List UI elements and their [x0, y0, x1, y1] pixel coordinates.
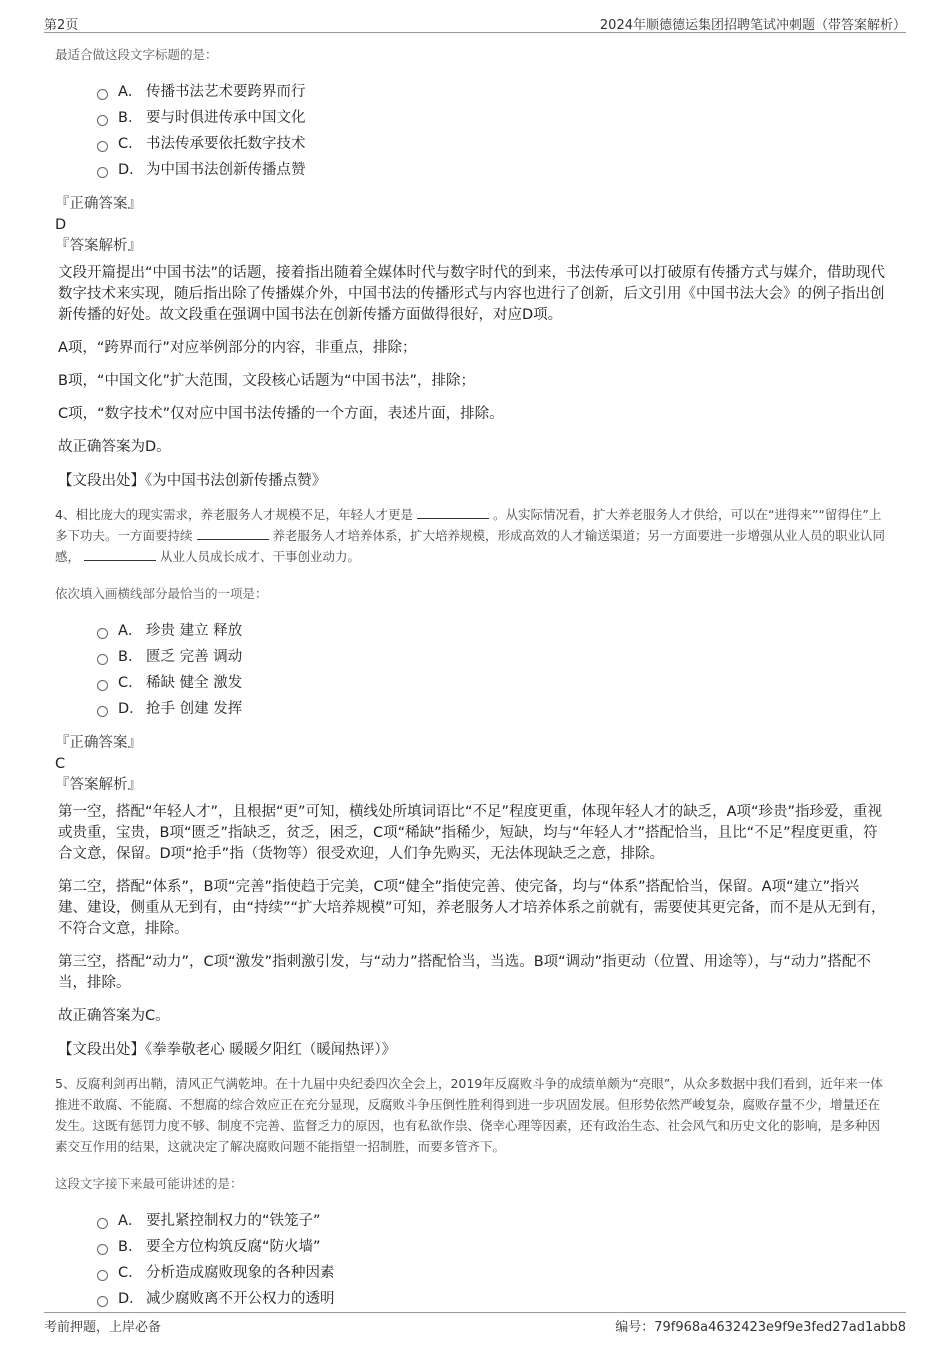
q4-text: [55, 504, 888, 567]
analysis-paragraph: C项，“数字技术”仅对应中国书法传播的一个方面，表述片面，排除。: [58, 406, 504, 422]
q3-analysis: [55, 263, 888, 458]
footer-code-label: 编号：: [615, 1320, 655, 1335]
option-text: 减少腐败离不开公权力的透明: [146, 1291, 335, 1307]
q4-option-b[interactable]: [97, 644, 888, 670]
fill-blank-1: [417, 505, 489, 519]
q3-option-b[interactable]: [97, 105, 888, 131]
footer-slogan: 考前押题，上岸必备: [44, 1320, 162, 1335]
option-letter: C．: [118, 136, 143, 152]
radio-icon[interactable]: [97, 706, 108, 717]
q4-analysis: [55, 802, 888, 1027]
radio-icon[interactable]: [97, 89, 108, 100]
radio-icon[interactable]: [97, 167, 108, 178]
radio-icon[interactable]: [97, 654, 108, 665]
option-letter: A．: [118, 84, 143, 100]
radio-icon[interactable]: [97, 1244, 108, 1255]
page-number: 第2页: [44, 18, 79, 33]
option-text: 要扎紧控制权力的“铁笼子”: [146, 1213, 321, 1229]
q3-prompt: 最适合做这段文字标题的是：: [55, 47, 218, 62]
analysis-paragraph: A项，“跨界而行”对应举例部分的内容，非重点，排除；: [58, 340, 417, 356]
q3-answer-label: 『正确答案』: [55, 196, 142, 212]
document-title: 2024年顺德德运集团招聘笔试冲刺题（带答案解析）: [599, 18, 906, 33]
q4-answer: C: [55, 756, 66, 772]
q4-text-part: 养老服务人才培养体系，扩大培养规模，形成高效的人才输送渠道；另一方面要进一步增强从业人员的职业认同感，: [55, 528, 886, 564]
q4-text-part: 4、相比庞大的现实需求，养老服务人才规模不足，年轻人才更是: [55, 507, 413, 522]
option-letter: A．: [118, 1213, 143, 1229]
option-text: 传播书法艺术要跨界而行: [146, 84, 306, 100]
analysis-paragraph: 第三空，搭配“动力”，C项“激发”指刺激引发，与“动力”搭配恰当，当选。B项“调动”指更动（位置、用途等），与“动力”搭配不当，排除。: [58, 954, 871, 991]
q5-prompt: 这段文字接下来最可能讲述的是：: [55, 1176, 243, 1191]
radio-icon[interactable]: [97, 141, 108, 152]
q3-option-c[interactable]: [97, 131, 888, 157]
option-text: 珍贵 建立 释放: [146, 623, 243, 639]
option-letter: B．: [118, 1239, 143, 1255]
radio-icon[interactable]: [97, 680, 108, 691]
option-text: 要全方位构筑反腐“防火墙”: [146, 1239, 321, 1255]
q5-options: [97, 1208, 888, 1312]
q4-text-part: 。从实际情况看，扩大养老服务人才供给，可以在“进得来”“留得住”上多下功夫。一方面要持续: [55, 507, 882, 543]
option-letter: C．: [118, 675, 143, 691]
option-text: 书法传承要依托数字技术: [146, 136, 306, 152]
option-text: 要与时俱进传承中国文化: [146, 110, 306, 126]
option-letter: C．: [118, 1265, 143, 1281]
analysis-paragraph: 文段开篇提出“中国书法”的话题，接着指出随着全媒体时代与数字时代的到来，书法传承可以打破原有传播方式与媒介，借助现代数字技术来实现，随后指出除了传播媒介外，中国书法的传播形式与内容也进行了创新，后文引用《中国书法大会》的例子指出创新传播的好处。故文段重在强调中国书法在创新传播方面做得很好，对应D项。: [58, 265, 886, 323]
option-letter: B．: [118, 110, 143, 126]
option-text: 为中国书法创新传播点赞: [146, 162, 306, 178]
page-footer: [44, 1312, 906, 1335]
analysis-paragraph: 故正确答案为D。: [58, 439, 171, 455]
radio-icon[interactable]: [97, 628, 108, 639]
q4-options: [97, 618, 888, 722]
q5-text: 5、反腐利剑再出鞘，清风正气满乾坤。在十九届中央纪委四次全会上，2019年反腐败斗争的成绩单颇为“亮眼”，从众多数据中我们看到，近年来一体推进不敢腐、不能腐、不想腐的综合效应正在充分显现，反腐败斗争压倒性胜利得到进一步巩固发展。但形势依然严峻复杂，腐败存量不少，增量还在发生。这既有惩罚力度不够、制度不完善、监督乏力的原因，也有私欲作祟、侥幸心理等因素，还有政治生态、社会风气和历史文化的影响，是多种因素交互作用的结果，这就决定了解决腐败问题不能指望一招制胜，而要多管齐下。: [55, 1076, 883, 1154]
fill-blank-3: [84, 547, 156, 561]
q4-option-d[interactable]: [97, 696, 888, 722]
footer-code-value: 79f968a4632423e9f9e3fed27ad1abb8: [654, 1320, 906, 1335]
analysis-paragraph: B项，“中国文化”扩大范围，文段核心话题为“中国书法”，排除；: [58, 373, 475, 389]
q3-answer: D: [55, 217, 67, 233]
q3-option-a[interactable]: [97, 79, 888, 105]
q5-option-a[interactable]: [97, 1208, 888, 1234]
q4-analysis-label: 『答案解析』: [55, 777, 142, 793]
analysis-paragraph: 第二空，搭配“体系”，B项“完善”指使趋于完美，C项“健全”指使完善、使完备，均与“体系”搭配恰当，保留。A项“建立”指兴建、建设，侧重从无到有，由“持续”“扩大培养规模”可知，养老服务人才培养体系之前就有，需要使其更完备，而不是从无到有，不符合文意，排除。: [58, 879, 886, 937]
option-letter: D．: [118, 701, 144, 717]
option-text: 稀缺 健全 激发: [146, 675, 243, 691]
q4-option-a[interactable]: [97, 618, 888, 644]
q4-prompt: 依次填入画横线部分最恰当的一项是：: [55, 586, 268, 601]
option-letter: D．: [118, 162, 144, 178]
q4-text-part: 从业人员成长成才、干事创业动力。: [160, 549, 361, 564]
option-text: 抢手 创建 发挥: [146, 701, 243, 717]
radio-icon[interactable]: [97, 115, 108, 126]
radio-icon[interactable]: [97, 1270, 108, 1281]
q4-answer-label: 『正确答案』: [55, 735, 142, 751]
option-text: 匮乏 完善 调动: [146, 649, 243, 665]
fill-blank-2: [197, 526, 269, 540]
q3-options: [97, 79, 888, 183]
analysis-paragraph: 故正确答案为C。: [58, 1008, 170, 1024]
option-letter: D．: [118, 1291, 144, 1307]
q4-source: 【文段出处】《拳拳敬老心 暖暖夕阳红（暖闻热评）》: [58, 1042, 397, 1058]
q5-option-c[interactable]: [97, 1260, 888, 1286]
analysis-paragraph: 第一空，搭配“年轻人才”，且根据“更”可知，横线处所填词语比“不足”程度更重，体现年轻人才的缺乏，A项“珍贵”指珍爱，重视或贵重，宝贵，B项“匮乏”指缺乏，贫乏，困乏，C项“稀缺”指稀少，短缺，均与“年轻人才”搭配恰当，且比“不足”程度更重，符合文意，保留。D项“抢手”指（货物等）很受欢迎，人们争先购买，无法体现缺乏之意，排除。: [58, 804, 883, 862]
option-text: 分析造成腐败现象的各种因素: [146, 1265, 335, 1281]
q3-analysis-label: 『答案解析』: [55, 238, 142, 254]
radio-icon[interactable]: [97, 1296, 108, 1307]
q4-option-c[interactable]: [97, 670, 888, 696]
footer-code: [615, 1316, 906, 1335]
q3-option-d[interactable]: [97, 157, 888, 183]
page-header: [44, 12, 906, 33]
option-letter: B．: [118, 649, 143, 665]
q5-option-d[interactable]: [97, 1286, 888, 1312]
q5-option-b[interactable]: [97, 1234, 888, 1260]
page-content: [55, 44, 888, 1322]
option-letter: A．: [118, 623, 143, 639]
q3-source: 【文段出处】《为中国书法创新传播点赞》: [58, 473, 327, 489]
radio-icon[interactable]: [97, 1218, 108, 1229]
